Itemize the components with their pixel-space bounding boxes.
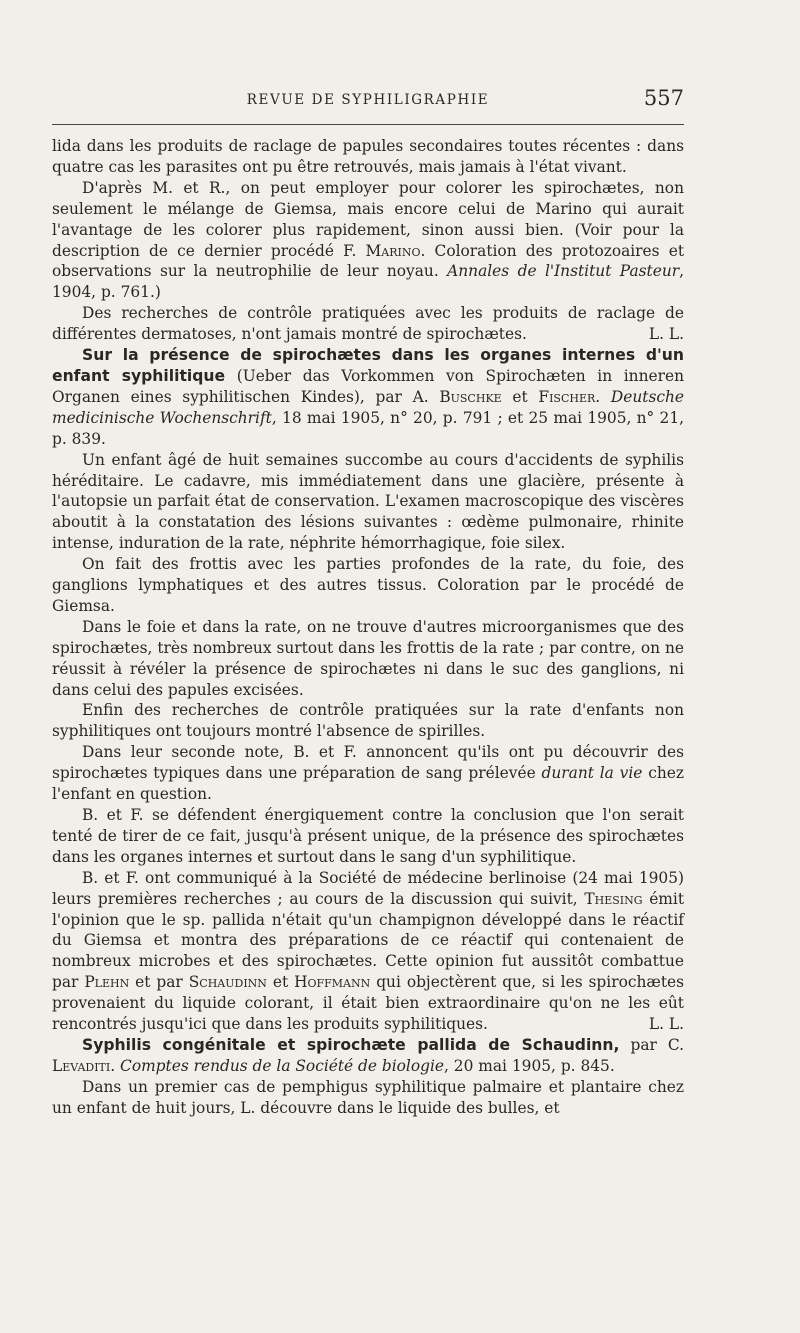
paragraph-pemphigus: Dans un premier cas de pemphigus syphilitique palmaire et plantaire chez un enfant de huit jours, L. découvre dans le liquide des bulles, et — [52, 1077, 684, 1117]
journal-annales: Annales de l'Institut Pasteur — [447, 262, 680, 281]
author-hoffmann: Hoffmann — [294, 973, 371, 992]
author-levaditi: Levaditi — [52, 1056, 111, 1075]
author-buschke: Buschke — [439, 387, 502, 406]
journal-comptes-rendus: Comptes rendus de la Société de biologie — [120, 1056, 445, 1075]
running-title: REVUE DE SYPHILIGRAPHIE — [246, 92, 490, 108]
paragraph-continuation: lida dans les produits de raclage de papules secondaires toutes récentes : dans quatre cas les parasites ont pu être retrouvés, mais jamais à l'état vivant. — [52, 137, 684, 176]
author-plehn: Plehn — [84, 973, 130, 992]
paragraph-defense: B. et F. se défendent énergiquement contre la conclusion que l'on serait tenté de tirer de ce fait, jusqu'à présent unique, de la présence des spirochætes dans les organes internes et surtout dans le sang d'un syphilitique. — [52, 806, 684, 866]
paragraph-control: Des recherches de contrôle pratiquées avec les produits de raclage de différentes dermatoses, n'ont jamais montré de spirochætes. L. L. — [52, 304, 684, 344]
header-rule — [52, 124, 684, 125]
paragraph-case: Un enfant âgé de huit semaines succombe au cours d'accidents de syphilis héréditaire. Le cadavre, mis immédiatement dans une glacière, présente à l'autopsie un parfait état de conservation. L'examen macroscopique des viscères aboutit à la constatation des lésions suivantes : œdème pulmonaire, rhinite intense, induration de la rate, néphrite hémorrhagique, foie silex. — [52, 450, 684, 553]
paragraph-control-2: Enfin des recherches de contrôle pratiquées sur la rate d'enfants non syphilitiques ont toujours montré l'absence de spirilles. — [52, 701, 684, 741]
body-text — [52, 136, 684, 1119]
page-number: 557 — [643, 86, 684, 110]
article-heading-1: Sur la présence de spirochætes dans les organes internes d'un enfant syphilitique (Ueber das Vorkommen von Spirochæten in inneren Organen eines syphilitischen Kindes), par A. Buschke et Fischer. Deutsche medicinische Wochenschrift, 18 mai 1905, n° 20, p. 791 ; et 25 mai 1905, n° 21, p. 839. — [52, 346, 685, 448]
paragraph-smears: On fait des frottis avec les parties profondes de la rate, du foie, des ganglions lymphatiques et des autres tissus. Coloration par le procédé de Giemsa. — [52, 555, 684, 615]
author-schaudinn: Schaudinn — [188, 973, 267, 992]
paragraph-findings: Dans le foie et dans la rate, on ne trouve d'autres microorganismes que des spirochætes, très nombreux surtout dans les frottis de la rate ; par contre, on ne réussit à révéler la présence de spirochætes ni dans le suc des ganglions, ni dans celui des papules excisées. — [52, 617, 684, 699]
paragraph-second-note: Dans leur seconde note, B. et F. annoncent qu'ils ont pu découvrir des spirochætes typiques dans une préparation de sang prélevée durant la vie chez l'enfant en question. — [52, 743, 684, 804]
signature: L. L. — [648, 325, 684, 344]
paragraph-staining: D'après M. et R., on peut employer pour colorer les spirochætes, non seulement le mélange de Giemsa, mais encore celui de Marino qui aurait l'avantage de les colorer plus rapidement, sinon aussi bien. (Voir pour la description de ce dernier procédé F. Marino. Coloration des protozoaires et observations sur la neutrophilie de leur noyau. Annales de l'Institut Pasteur, 1904, p. 761.) — [52, 178, 684, 302]
author-thesing: Thesing — [584, 889, 643, 908]
page-header — [52, 86, 684, 120]
article-heading-2: Syphilis congénitale et spirochæte pallida de Schaudinn, par C. Levaditi. Comptes rendus de la Société de biologie, 20 mai 1905, p. 845. — [52, 1035, 684, 1075]
journal-wochenschrift: Deutsche medicinische Wochenschrift — [52, 387, 684, 427]
article-title-1: Sur la présence de spirochætes dans les organes internes d'un enfant syphilitique — [52, 346, 684, 385]
signature: L. L. — [648, 1015, 684, 1034]
article-title-2: Syphilis congénitale et spirochæte pallida de Schaudinn, — [82, 1035, 620, 1054]
author-marino: Marino — [365, 241, 421, 260]
author-fischer: Fischer — [538, 387, 596, 406]
paragraph-discussion: B. et F. ont communiqué à la Société de médecine berlinoise (24 mai 1905) leurs premières recherches ; au cours de la discussion qui suivit, Thesing émit l'opinion que le sp. pallida n'était qu'un champignon développé dans le réactif du Giemsa et montra des préparations de ce réactif qui contenaient de nombreux microbes et des spirochætes. Cette opinion fut aussitôt combattue par Plehn et par Schaudinn et Hoffmann qui objectèrent que, si les spirochætes provenaient du liquide colorant, il était bien extraordinaire qu'on ne les eût rencontrés jusqu'ici que dans les produits syphilitiques. L. L. — [52, 868, 685, 1034]
